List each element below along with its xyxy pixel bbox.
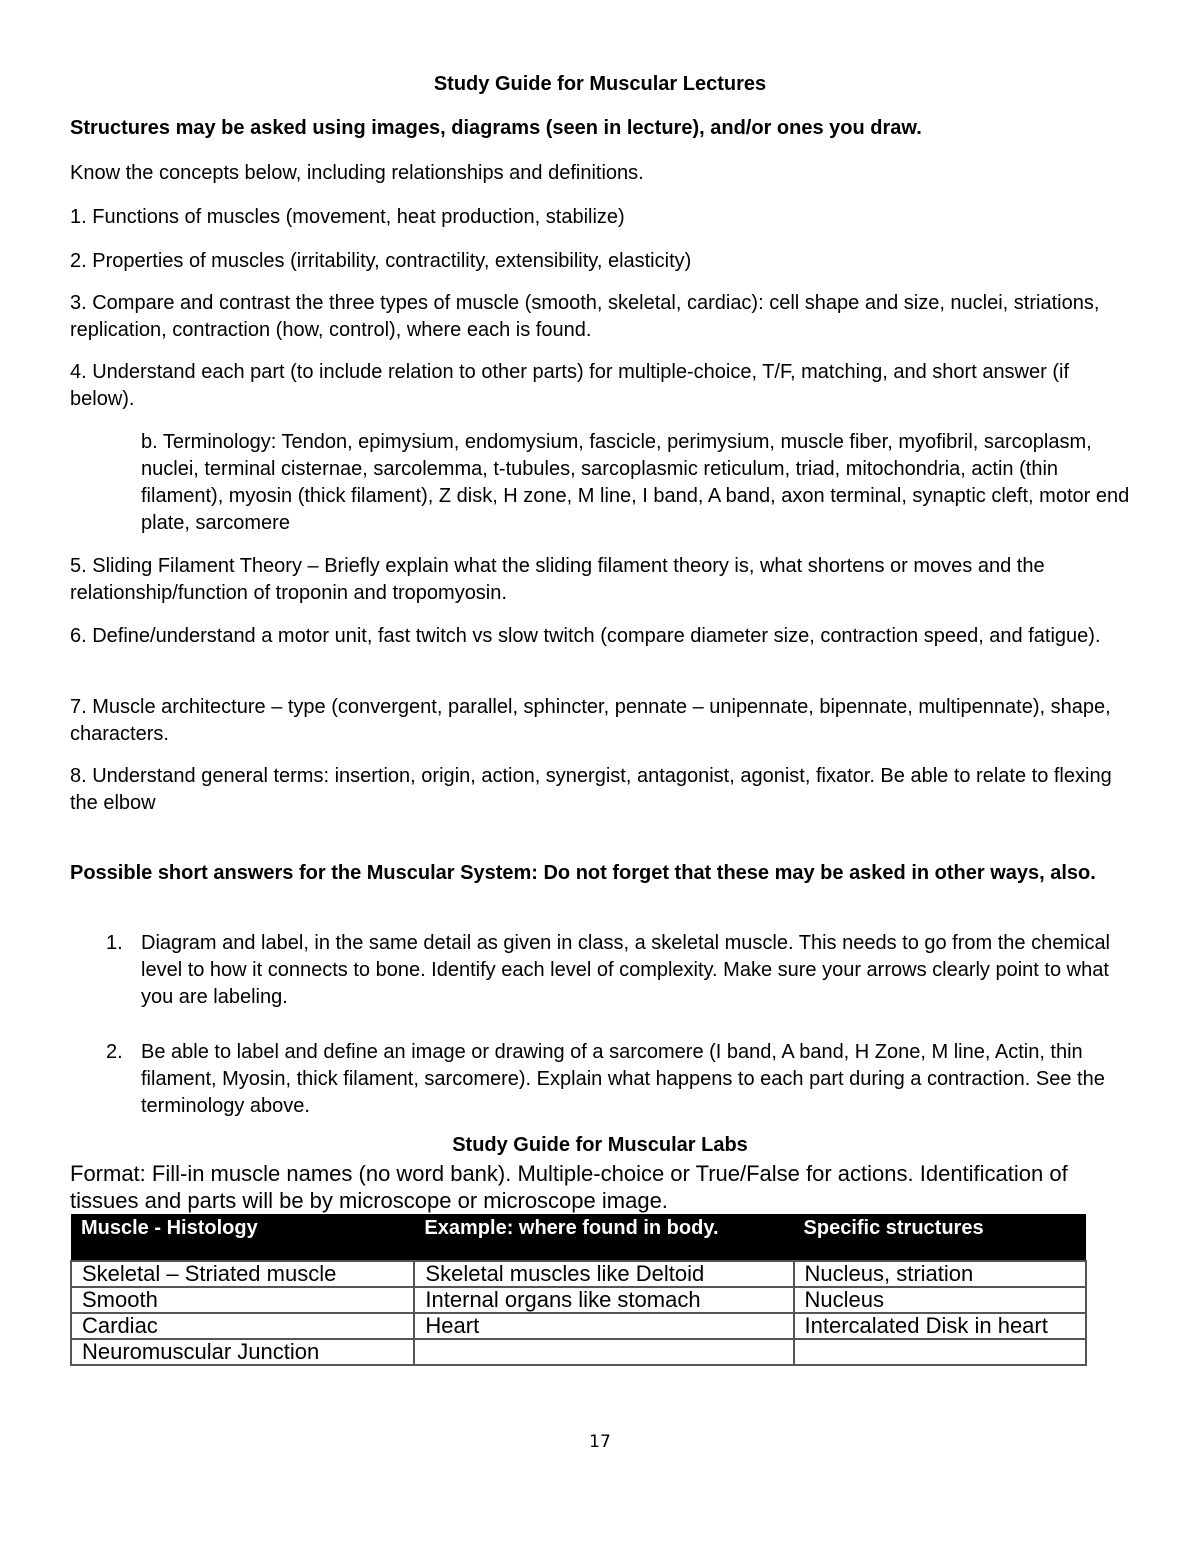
item-4b-terminology: b. Terminology: Tendon, epimysium, endomysium, fascicle, perimysium, muscle fiber, myofibril, sarcoplasm, nuclei, terminal cisternae, sarcolemma, t-tubules, sarcoplasmic reticulum, triad, mitochondria, actin (thin filament), myosin (thick filament), Z disk, H zone, M line, I band, A band, axon terminal, synaptic cleft, motor end plate, sarcomere <box>141 431 1130 534</box>
table-cell: Skeletal – Striated muscle <box>71 1261 414 1287</box>
table-cell: Nucleus <box>794 1287 1086 1313</box>
table-header: Specific structures <box>794 1214 1086 1261</box>
item-7-architecture: 7. Muscle architecture – type (convergent, parallel, sphincter, pennate – unipennate, bipennate, multipennate), shape, characters. <box>70 696 1111 745</box>
table-header: Example: where found in body. <box>414 1214 793 1261</box>
table-cell <box>794 1339 1086 1365</box>
page-number: 17 <box>589 1432 611 1452</box>
histology-table <box>70 1214 1087 1366</box>
table-header: Muscle - Histology <box>71 1214 414 1261</box>
short-answers-heading: Possible short answers for the Muscular System: Do not forget that these may be asked in other ways, also. <box>70 862 1096 884</box>
labs-title: Study Guide for Muscular Labs <box>452 1134 748 1156</box>
table-cell <box>414 1339 793 1365</box>
table-cell: Internal organs like stomach <box>414 1287 793 1313</box>
item-1-functions: 1. Functions of muscles (movement, heat production, stabilize) <box>70 206 625 228</box>
table-header-row <box>71 1214 1086 1261</box>
table-cell: Intercalated Disk in heart <box>794 1313 1086 1339</box>
item-8-general-terms: 8. Understand general terms: insertion, origin, action, synergist, antagonist, agonist, fixator. Be able to relate to flexing the elbow <box>70 765 1112 814</box>
item-6-motor-unit: 6. Define/understand a motor unit, fast twitch vs slow twitch (compare diameter size, contraction speed, and fatigue). <box>70 625 1101 647</box>
table-cell: Smooth <box>71 1287 414 1313</box>
table-cell: Heart <box>414 1313 793 1339</box>
item-4-understand-parts: 4. Understand each part (to include relation to other parts) for multiple-choice, T/F, matching, and short answer (if below). <box>70 361 1070 410</box>
table-cell: Neuromuscular Junction <box>71 1339 414 1365</box>
table-cell: Cardiac <box>71 1313 414 1339</box>
structures-warning: Structures may be asked using images, diagrams (seen in lecture), and/or ones you draw. <box>70 117 922 139</box>
lectures-title: Study Guide for Muscular Lectures <box>433 73 767 95</box>
item-5-sliding-filament: 5. Sliding Filament Theory – Briefly explain what the sliding filament theory is, what shortens or moves and the relationship/function of troponin and tropomyosin. <box>70 555 1045 604</box>
intro-text: Know the concepts below, including relationships and definitions. <box>70 162 644 184</box>
table-row <box>71 1287 1086 1313</box>
table-row <box>71 1339 1086 1365</box>
table-cell: Skeletal muscles like Deltoid <box>414 1261 793 1287</box>
table-row <box>71 1313 1086 1339</box>
short-answer-number: 2. <box>106 1041 123 1063</box>
labs-format-text: Format: Fill-in muscle names (no word bank). Multiple-choice or True/False for actions. Identification of tissues and parts will be by microscope or microscope image. <box>70 1161 1068 1213</box>
short-answer-text: Diagram and label, in the same detail as given in class, a skeletal muscle. This needs to go from the chemical level to how it connects to bone. Identify each level of complexity. Make sure your arrows clearly point to what you are labeling. <box>141 932 1111 1008</box>
short-answer-number: 1. <box>106 932 123 954</box>
table-row <box>71 1261 1086 1287</box>
item-3-compare-types: 3. Compare and contrast the three types of muscle (smooth, skeletal, cardiac): cell shape and size, nuclei, striations, replication, contraction (how, control), where each is found. <box>70 292 1100 341</box>
short-answer-text: Be able to label and define an image or drawing of a sarcomere (I band, A band, H Zone, M line, Actin, thin filament, Myosin, thick filament, sarcomere). Explain what happens to each part during a contraction. See the terminology above. <box>141 1041 1105 1117</box>
item-2-properties: 2. Properties of muscles (irritability, contractility, extensibility, elasticity) <box>70 250 692 272</box>
table-cell: Nucleus, striation <box>794 1261 1086 1287</box>
